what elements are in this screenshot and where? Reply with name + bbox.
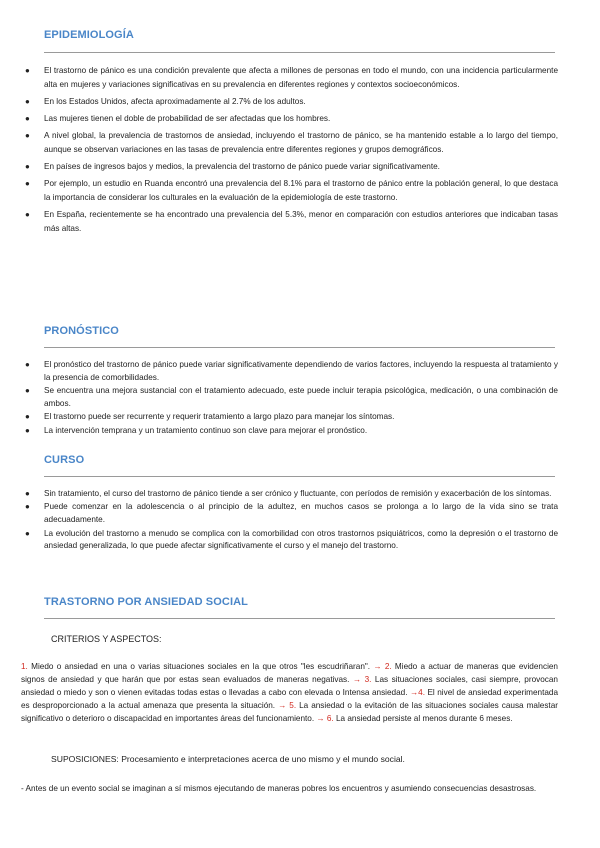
list-item: ● El trastorno de pánico es una condición prevalente que afecta a millones de personas en todo el mundo, con una incidencia particularmente alta en mujeres y variaciones significativas en su prevalencia en diferentes regiones y contextos socioeconómicos.: [25, 66, 558, 90]
section-divider: [44, 476, 555, 477]
criterion-number: 5.: [289, 701, 297, 710]
criterion-number: 4.: [418, 688, 425, 697]
arrow-icon: →: [409, 688, 419, 697]
arrow-icon: →: [352, 675, 365, 684]
epidemiologia-list: [0, 64, 600, 239]
list-item: ● Puede comenzar en la adolescencia o al principio de la adultez, en muchos casos se prolonga a lo largo de la vida sino se trata adecuadamente.: [25, 502, 558, 525]
bullet-icon: ●: [25, 386, 30, 396]
criterion-text: El nivel de ansiedad experimentada es desproporcionado a la actual amenaza que presenta la situación.: [21, 688, 558, 710]
bullet-icon: ●: [25, 425, 30, 435]
list-item: ● Sin tratamiento, el curso del trastorno de pánico tiende a ser crónico y fluctuante, con períodos de remisión y exacerbación de los síntomas.: [0, 488, 600, 501]
list-item: ● Se encuentra una mejora sustancial con el tratamiento adecuado, este puede incluir terapia psicológica, medicación, o una combinación de ambos.: [25, 386, 558, 408]
section-divider: [44, 618, 555, 619]
bullet-icon: ●: [25, 97, 30, 107]
bullet-icon: ●: [25, 502, 30, 512]
criterion-number: 3.: [364, 675, 372, 684]
arrow-icon: →: [316, 714, 327, 723]
bullet-icon: ●: [25, 130, 30, 140]
bullet-icon: ●: [25, 489, 30, 498]
bullet-icon: ●: [25, 528, 30, 538]
antes-paragraph: - Antes de un evento social se imaginan a sí mismos ejecutando de maneras pobres los encuentros y asumiendo consecuencias desastrosas.: [21, 784, 537, 793]
curso-list: [0, 488, 600, 554]
list-item: ● En países de ingresos bajos y medios, la prevalencia del trastorno de pánico puede variar significativamente.: [0, 160, 600, 174]
criterion-text: La ansiedad persiste al menos durante 6 meses.: [333, 714, 513, 723]
pronostico-list: [0, 359, 600, 438]
section-divider: [44, 52, 555, 53]
bullet-icon: ●: [25, 114, 30, 123]
criterion-number: 2.: [384, 662, 392, 671]
arrow-icon: →: [373, 662, 385, 671]
bullet-icon: ●: [25, 66, 30, 75]
section-title-epidemiologia: EPIDEMIOLOGÍA: [44, 29, 134, 41]
list-item: ● La intervención temprana y un tratamiento continuo son clave para mejorar el pronóstico.: [0, 425, 600, 438]
criterion-number: 1.: [21, 662, 28, 671]
bullet-icon: ●: [25, 178, 30, 188]
list-item: ● En los Estados Unidos, afecta aproximadamente al 2.7% de los adultos.: [0, 95, 600, 109]
list-item: ● Las mujeres tienen el doble de probabilidad de ser afectadas que los hombres.: [0, 112, 600, 126]
bullet-icon: ●: [25, 360, 30, 369]
criterios-label: CRITERIOS Y ASPECTOS:: [51, 634, 162, 644]
section-title-ansiedad-social: TRASTORNO POR ANSIEDAD SOCIAL: [44, 596, 248, 608]
criterion-text: Miedo a actuar de maneras que evidencien signos de ansiedad y que harán que por estas sean evaluados de maneras negativas.: [21, 662, 558, 684]
bullet-icon: ●: [25, 412, 30, 422]
section-title-pronostico: PRONÓSTICO: [44, 325, 119, 337]
bullet-icon: ●: [25, 162, 30, 171]
criterion-text: Las situaciones sociales, casi siempre, provocan ansiedad o miedo y son o vienen evitadas todas estas o llevadas a cabo con elevada o Intensa ansiedad.: [21, 675, 558, 697]
criterion-number: 6.: [326, 714, 334, 723]
list-item: ● Por ejemplo, un estudio en Ruanda encontró una prevalencia del 8.1% para el trastorno de pánico entre la población general, lo que destaca la importancia de considerar los culturales en la evaluación de la epidemiología de este trastorno.: [25, 178, 558, 203]
list-item: ● El trastorno puede ser recurrente y requerir tratamiento a largo plazo para manejar los síntomas.: [0, 411, 600, 424]
section-divider: [44, 347, 555, 348]
arrow-icon: →: [278, 701, 290, 710]
suposiciones-line: SUPOSICIONES: Procesamiento e interpretaciones acerca de uno mismo y el mundo social.: [51, 754, 405, 764]
section-title-curso: CURSO: [44, 454, 85, 466]
bullet-icon: ●: [25, 210, 30, 219]
criterion-text: La ansiedad o la evitación de las situaciones sociales causa malestar significativo o deterioro o discapacidad en importantes áreas del funcionamiento.: [21, 701, 558, 723]
list-item: ● El pronóstico del trastorno de pánico puede variar significativamente dependiendo de varios factores, incluyendo la respuesta al tratamiento y la presencia de comorbilidades.: [25, 360, 558, 382]
criterion-text: Miedo o ansiedad en una o varias situaciones sociales en la que otros "les escudriñaran".: [27, 662, 374, 671]
list-item: ● La evolución del trastorno a menudo se complica con la comorbilidad con otros trastornos psiquiátricos, como la depresión o el trastorno de ansiedad generalizada, lo que puede afectar significativamente el curso y el manejo del trastorno.: [25, 528, 558, 551]
criterios-paragraph: [21, 660, 558, 725]
list-item: ● A nivel global, la prevalencia de trastornos de ansiedad, incluyendo el trastorno de pánico, se ha mantenido estable a lo largo del tiempo, aunque se observan variaciones en las tasas de prevalencia entre diferentes regiones y grupos demográficos.: [25, 130, 558, 155]
list-item: ● En España, recientemente se ha encontrado una prevalencia del 5.3%, menor en comparación con estudios anteriores que indicaban tasas más altas.: [25, 210, 558, 234]
